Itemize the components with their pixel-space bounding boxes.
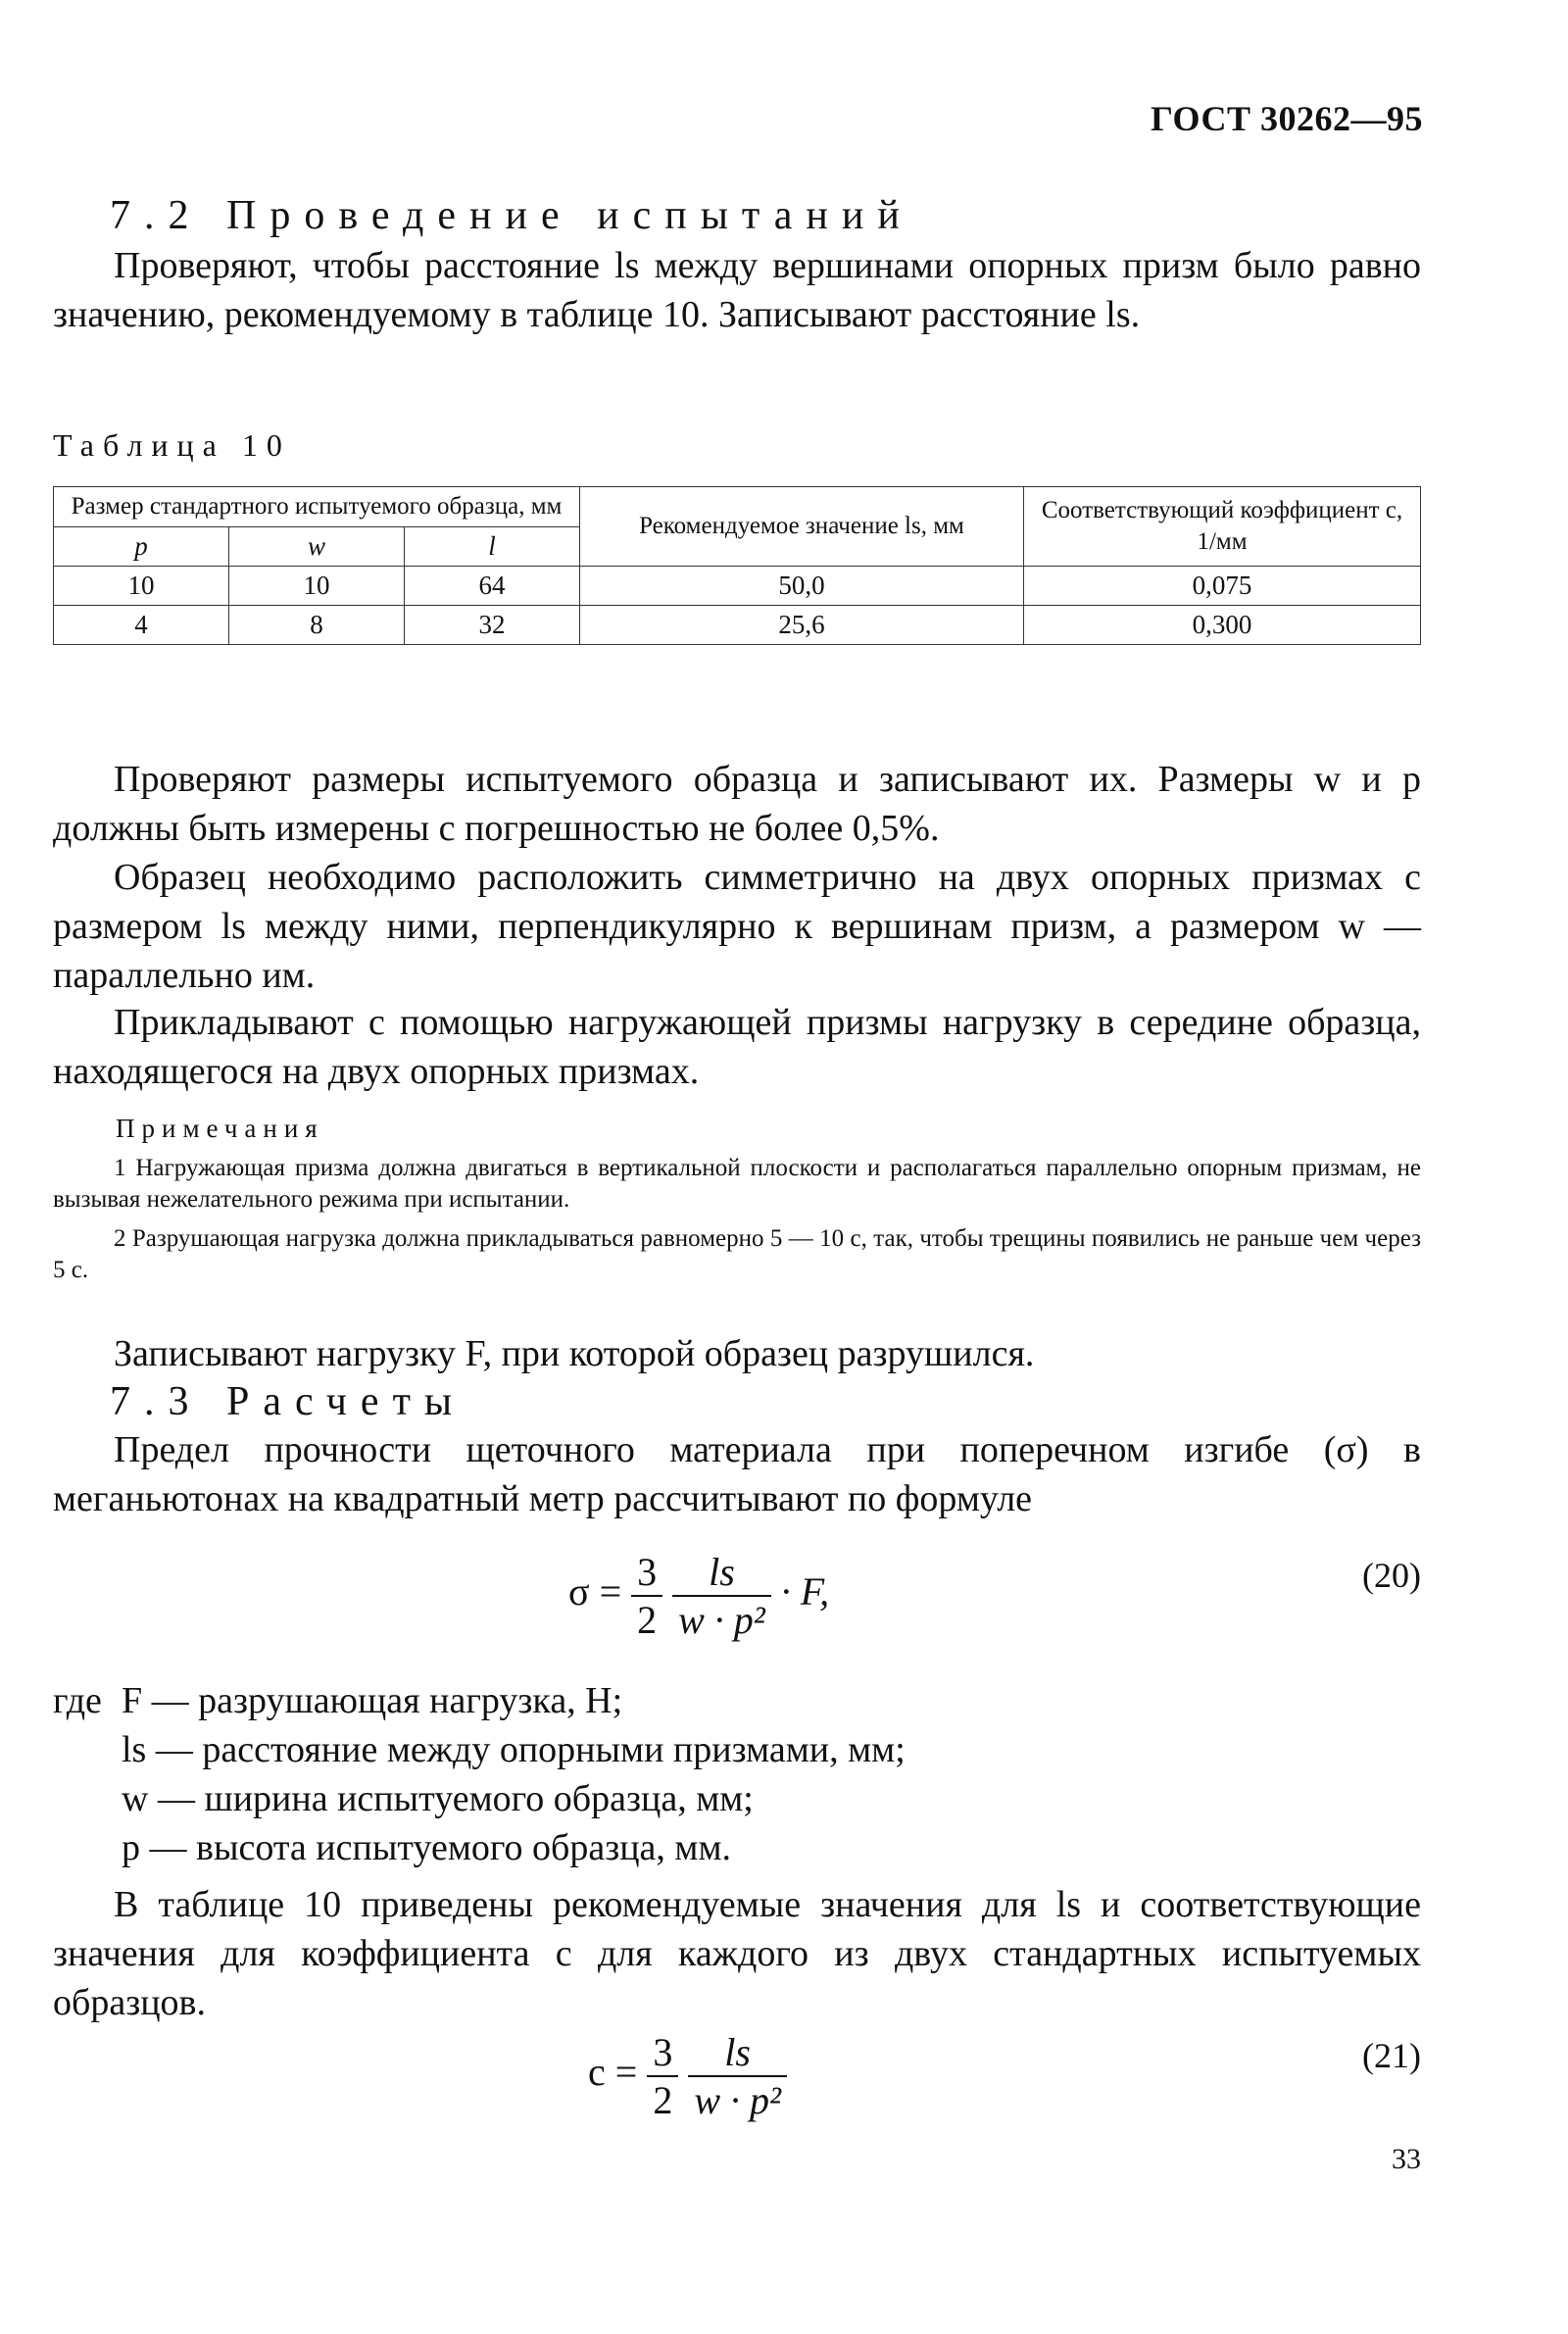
table-header-row xyxy=(54,487,1421,527)
note-2: 2 Разрушающая нагрузка должна прикладываться равномерно 5 — 10 с, так, чтобы трещины появились не раньше чем через 5 с. xyxy=(53,1225,1421,1283)
formula-20-fraction: $\frac{ls}{\text{w · p²}}$ xyxy=(672,1549,771,1643)
def-F: F — разрушающая нагрузка, Н; xyxy=(122,1680,623,1721)
cell-w: 10 xyxy=(229,567,405,606)
header-l: l xyxy=(405,527,580,567)
def-F-row xyxy=(53,1676,1421,1725)
formula-21 xyxy=(588,2029,787,2123)
table-row xyxy=(54,567,1421,606)
header-recommended-ls: Рекомендуемое значение ls, мм xyxy=(580,487,1024,567)
page-number: 33 xyxy=(1392,2143,1421,2175)
table-row xyxy=(54,606,1421,645)
formula-20-coef: $\frac{3}{2}$ xyxy=(631,1549,662,1643)
section-7-2-title: 7.2 Проведение испытаний xyxy=(110,193,913,238)
table-10-caption: Таблица 10 xyxy=(53,427,291,463)
paragraph-coefficient-intro: В таблице 10 приведены рекомендуемые значения для ls и соответствующие значения для коэффициента c для каждого из двух стандартных испытуемых образцов. xyxy=(53,1884,1421,2023)
formula-21-lhs: c = xyxy=(588,2050,648,2095)
paragraph-strength-intro: Предел прочности щеточного материала при поперечном изгибе (σ) в меганьютонах на квадратный метр рассчитывают по формуле xyxy=(53,1429,1421,1519)
formula-20 xyxy=(568,1549,829,1643)
formula-21-coef: $\frac{3}{2}$ xyxy=(647,2029,678,2123)
table-10 xyxy=(53,486,1421,645)
header-w: w xyxy=(229,527,405,567)
variable-definitions xyxy=(53,1676,1421,1872)
paragraph-apply-load: Прикладывают с помощью нагружающей призмы нагрузку в середине образца, находящегося на двух опорных призмах. xyxy=(53,1002,1421,1092)
equation-number-21: (21) xyxy=(1362,2036,1421,2075)
cell-l: 32 xyxy=(405,606,580,645)
def-p: p — высота испытуемого образца, мм. xyxy=(122,1827,732,1868)
formula-20-rhs: · F, xyxy=(780,1569,830,1614)
equation-number-20: (20) xyxy=(1362,1556,1421,1595)
paragraph-place-sample: Образец необходимо расположить симметрично на двух опорных призмах с размером ls между ними, перпендикулярно к вершинам призм, а размером w — параллельно им. xyxy=(53,857,1421,996)
cell-c: 0,300 xyxy=(1024,606,1421,645)
paragraph-ls-check: Проверяют, чтобы расстояние ls между вершинами опорных призм было равно значению, рекомендуемому в таблице 10. Записывают расстояние ls. xyxy=(53,245,1421,335)
cell-l: 64 xyxy=(405,567,580,606)
cell-ls: 50,0 xyxy=(580,567,1024,606)
header-coefficient-c: Соответствующий коэффициент c, 1/мм xyxy=(1024,487,1421,567)
cell-w: 8 xyxy=(229,606,405,645)
note-1: 1 Нагружающая призма должна двигаться в вертикальной плоскости и располагаться параллельно опорным призмам, не вызывая нежелательного режима при испытании. xyxy=(53,1155,1421,1213)
header-p: p xyxy=(54,527,229,567)
cell-c: 0,075 xyxy=(1024,567,1421,606)
cell-p: 10 xyxy=(54,567,229,606)
section-7-3-title: 7.3 Расчеты xyxy=(110,1379,466,1424)
formula-20-lhs: σ = xyxy=(568,1569,632,1614)
where-word: где xyxy=(53,1680,102,1721)
paragraph-record-load: Записывают нагрузку F, при которой образец разрушился. xyxy=(114,1333,1035,1374)
notes-title: Примечания xyxy=(116,1114,324,1143)
header-sample-size: Размер стандартного испытуемого образца, мм xyxy=(54,487,580,527)
def-ls: ls — расстояние между опорными призмами, мм; xyxy=(122,1729,906,1770)
document-code: ГОСТ 30262—95 xyxy=(1151,99,1423,138)
cell-ls: 25,6 xyxy=(580,606,1024,645)
cell-p: 4 xyxy=(54,606,229,645)
formula-21-fraction: $\frac{ls}{\text{w · p²}}$ xyxy=(688,2029,787,2123)
def-w: w — ширина испытуемого образца, мм; xyxy=(122,1778,754,1819)
paragraph-measure-sample: Проверяют размеры испытуемого образца и записывают их. Размеры w и p должны быть измерены с погрешностью не более 0,5%. xyxy=(53,759,1421,849)
